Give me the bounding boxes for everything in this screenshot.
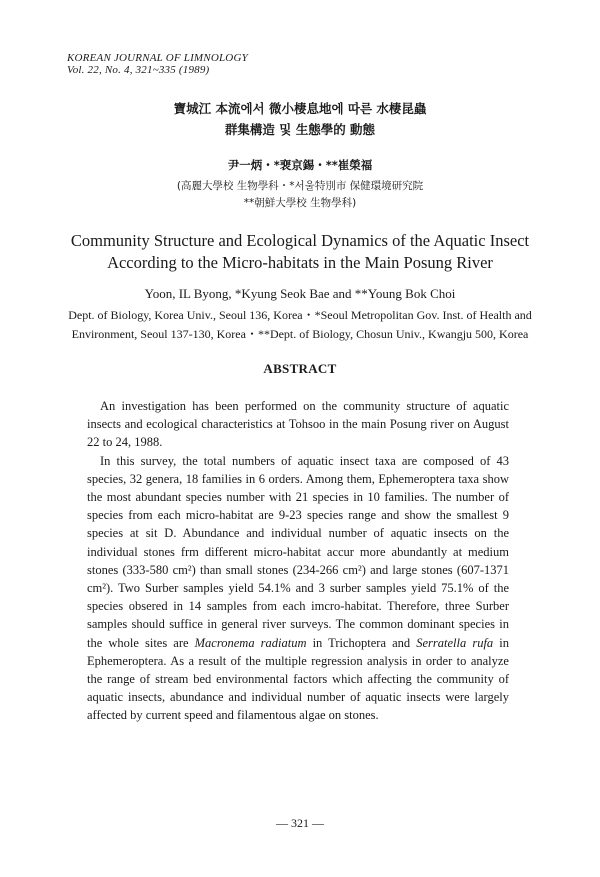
abstract-text: in Ephemeroptera. As a result of the multiple regression analysis in order to analyze the range of stream bed environmental factors which affecting the community of aquatic insects, abundance and individual number of aquatic insects were largely affected by current speed and filamentous algae on stones. — [87, 635, 509, 723]
journal-header — [67, 52, 248, 76]
english-affiliation-line-2: Environment, Seoul 137-130, Korea・**Dept. of Biology, Chosun Univ., Kwangju 500, Korea — [71, 327, 529, 341]
species-name: Serratella rufa — [416, 635, 494, 650]
english-authors: Yoon, IL Byong, *Kyung Seok Bae and **Young Bok Choi — [144, 286, 456, 301]
korean-affiliation-line-2: **朝鮮大學校 生物學科) — [243, 197, 357, 209]
korean-affiliation-line-1: (高麗大學校 生物學科・*서울特別市 保健環境研究院 — [176, 180, 424, 192]
abstract-paragraph-2 — [87, 452, 509, 725]
korean-title-line-1: 寶城江 本流에서 微小棲息地에 따른 水棲昆蟲 — [173, 101, 427, 116]
abstract-heading: ABSTRACT — [263, 361, 337, 376]
page-number: — 321 — — [276, 816, 324, 830]
journal-name: KOREAN JOURNAL OF LIMNOLOGY — [67, 52, 248, 64]
english-title-line-1: Community Structure and Ecological Dynamics of the Aquatic Insect — [70, 231, 530, 250]
korean-title-line-2: 群集構造 및 生態學的 動態 — [224, 122, 376, 137]
abstract-body — [87, 397, 509, 725]
journal-citation: Vol. 22, No. 4, 321~335 (1989) — [67, 64, 210, 76]
english-title-line-2: According to the Micro-habitats in the Main Posung River — [107, 253, 493, 272]
species-name: Macronema radiatum — [194, 635, 307, 650]
abstract-paragraph-1: An investigation has been performed on the community structure of aquatic insects and ecological characteristics at Tohsoo in the main Posung river on August 22 to 24, 1988. — [87, 399, 509, 450]
english-affiliation-line-1: Dept. of Biology, Korea Univ., Seoul 136, Korea・*Seoul Metropolitan Gov. Inst. of Health and — [68, 308, 532, 322]
abstract-text: in Trichoptera and — [306, 635, 417, 650]
korean-authors: 尹一炳・*裵京錫・**崔榮福 — [227, 158, 373, 172]
abstract-text: In this survey, the total numbers of aquatic insect taxa are composed of 43 species, 32 genera, 18 families in 6 orders. Among them, Ephemeroptera taxa show the most abundant species number with 21 species in 10 families. The number of species from each micro-habitat are 9-23 species range and show the smallest 9 species at sit D. Abundance and individual number of aquatic insects on the individual stones frm different micro-habitat accur more abundantly at medium stones (333-580 cm²) than small stones (234-266 cm²) and large stones (607-1371 cm²). Two Surber samples yield 54.1% and 3 surber samples yield 75.1% of the species obsered in 14 samples from each imcro-habitat. Therefore, three Surber samples should suffice in general river surveys. The common dominant species in the whole sites are — [87, 453, 509, 650]
